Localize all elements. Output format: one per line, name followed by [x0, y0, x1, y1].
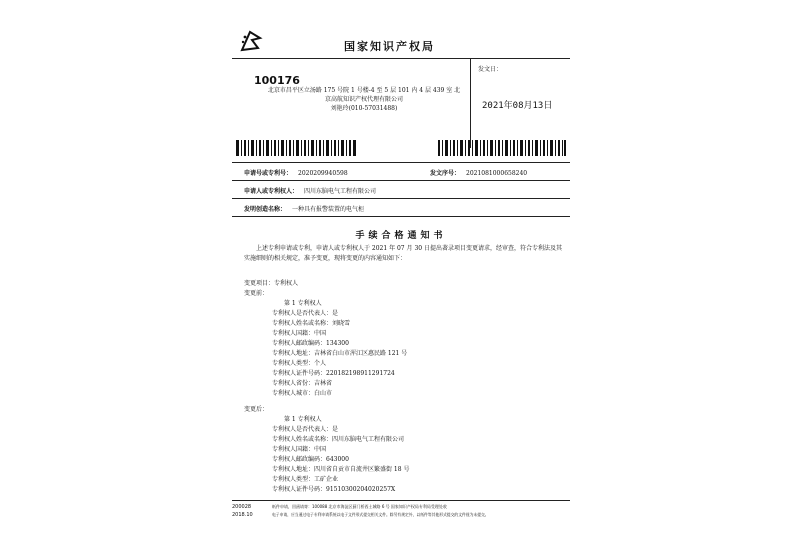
address-line: 京高航知识产权代理有限公司	[324, 96, 403, 103]
applicant-row	[244, 186, 376, 195]
mailing-address	[254, 86, 474, 113]
after-line: 专利权人证件号码：91510300204020257X	[272, 486, 396, 493]
field-rule	[232, 162, 570, 163]
change-item: 变更项目：专利权人	[244, 280, 299, 287]
field-rule	[232, 198, 570, 199]
dispatch-date: 2021年08月13日	[482, 101, 553, 111]
serial-number: 2021081000658240	[466, 170, 528, 177]
application-number: 2020209940598	[298, 170, 348, 177]
before-line: 专利权人邮政编码：134300	[272, 340, 349, 347]
footer-electronic-note: 电子申请，应当通过电子专利申请系统以电子文件形式提交相关文件。除另有规定外，以纸件等其他形式提交的文件视为未提交。	[272, 512, 489, 518]
after-line: 专利权人邮政编码：643000	[272, 456, 349, 463]
form-code: 200028	[232, 504, 252, 510]
postcode: 100176	[254, 74, 300, 87]
address-line: 北京市昌平区立汤路 175 号院 1 号楼-4 至 5 层 101 内 4 层 439 室 北	[267, 87, 461, 94]
invention-label: 发明创造名称：	[244, 206, 287, 213]
application-number-row	[244, 168, 348, 177]
before-line: 第 1 专利权人	[284, 300, 322, 307]
after-line: 专利权人地址：四川省自贡市自流井区繁盛街 18 号	[272, 466, 410, 473]
address-line: 刘艳玲(010-57031488)	[330, 105, 398, 112]
divider-vertical	[470, 58, 471, 148]
field-rule	[232, 216, 570, 217]
barcode-right	[438, 140, 566, 156]
after-label: 变更后：	[244, 406, 269, 413]
notice-title: 手续合格通知书	[355, 231, 447, 241]
header-rule	[232, 58, 570, 59]
applicant-label: 申请人或专利权人：	[244, 188, 299, 195]
after-line: 专利权人类型：工矿企业	[272, 476, 339, 483]
form-version: 2018.10	[232, 512, 253, 518]
before-line: 专利权人证件号码：220182198911291724	[272, 370, 395, 377]
application-number-label: 申请号或专利号：	[244, 170, 293, 177]
notice-intro: 上述专利申请或专利，申请人或专利权人于 2021 年 07 月 30 日提出著录项目变更请求，经审查，符合专利法及其实施细则的相关规定，准予变更，现将变更的内容通知如下：	[244, 245, 562, 262]
notice-document	[232, 22, 570, 522]
serial-number-row	[430, 168, 527, 177]
invention-row	[244, 204, 364, 213]
footer-rule	[232, 500, 570, 501]
before-line: 专利权人省份：吉林省	[272, 380, 333, 387]
before-line: 专利权人类型：个人	[272, 360, 327, 367]
after-line: 专利权人是否代表人：是	[272, 426, 339, 433]
barcode-left	[236, 140, 356, 156]
invention-title: 一种具有报警装置的电气柜	[292, 206, 365, 213]
before-label: 变更前：	[244, 290, 269, 297]
applicant: 四川东脑电气工程有限公司	[304, 188, 377, 195]
footer-mail-note: 纸件申请，回函请寄：100088 北京市海淀区蓟门桥西土城路 6 号 国家知识产权局专利局受理处收	[272, 504, 447, 510]
cnipa-logo-icon	[238, 28, 264, 54]
field-rule	[232, 180, 570, 181]
serial-number-label: 发文序号：	[430, 170, 461, 177]
before-line: 专利权人城市：白山市	[272, 390, 333, 397]
after-line: 第 1 专利权人	[284, 416, 322, 423]
before-line: 专利权人姓名或名称：刘晓雪	[272, 320, 351, 327]
before-line: 专利权人国籍：中国	[272, 330, 327, 337]
after-line: 专利权人国籍：中国	[272, 446, 327, 453]
dispatch-date-label: 发文日：	[478, 66, 503, 73]
after-line: 专利权人姓名或名称：四川东脑电气工程有限公司	[272, 436, 405, 443]
office-title: 国家知识产权局	[344, 40, 435, 53]
before-line: 专利权人地址：吉林省白山市浑江区惠民路 121 号	[272, 350, 408, 357]
before-line: 专利权人是否代表人：是	[272, 310, 339, 317]
